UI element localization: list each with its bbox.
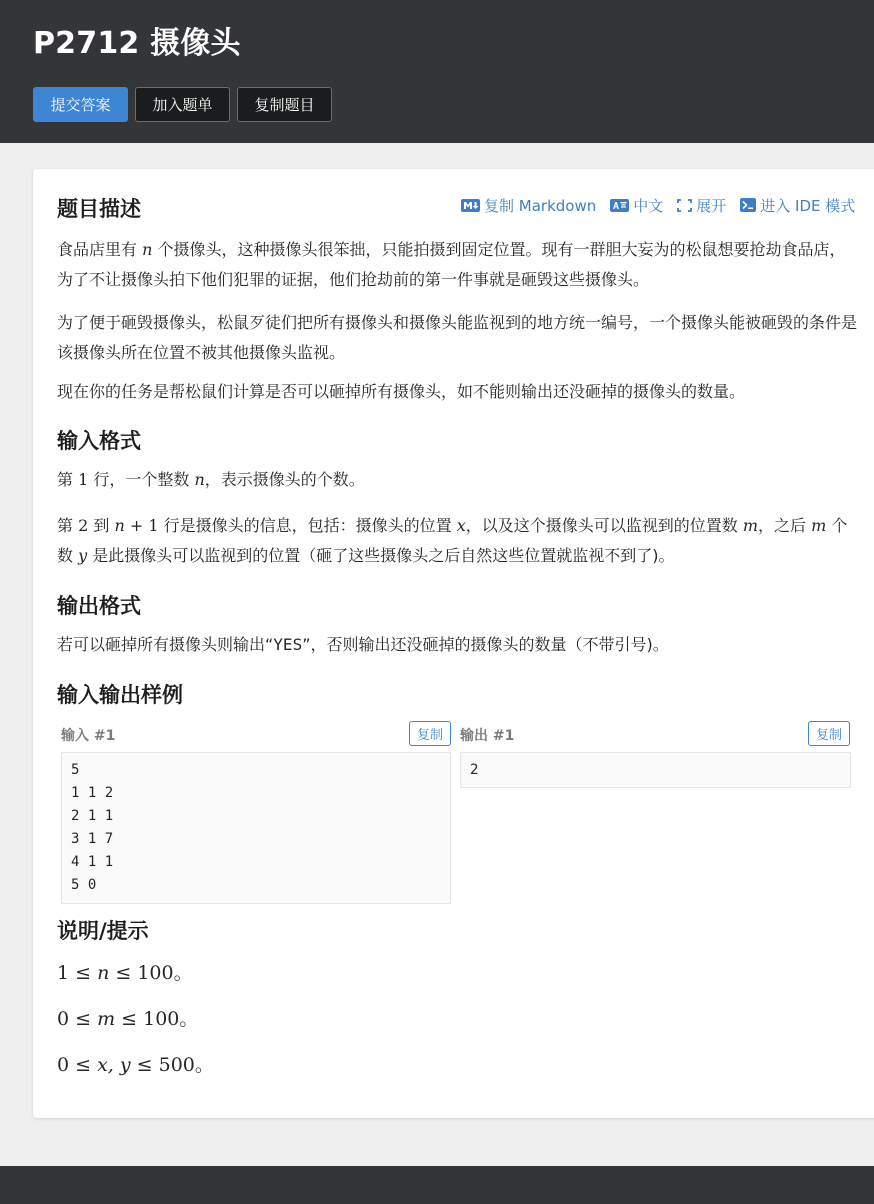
terminal-icon bbox=[740, 198, 756, 212]
sample-input-block: 5 1 1 2 2 1 1 3 1 7 4 1 1 5 0 bbox=[61, 752, 451, 904]
input-format-line-1: 第 1 行，一个整数 n，表示摄像头的个数。 bbox=[57, 470, 365, 489]
submit-answer-button[interactable]: 提交答案 bbox=[33, 87, 128, 122]
problem-toolbar bbox=[461, 194, 861, 216]
description-paragraph-3: 现在你的任务是帮松鼠们计算是否可以砸掉所有摄像头，如不能则输出还没砸掉的摄像头的数量。 bbox=[57, 382, 746, 401]
description-heading: 题目描述 bbox=[57, 197, 141, 221]
sample-input-label: 输入 #1 bbox=[61, 728, 116, 744]
markdown-icon bbox=[461, 199, 480, 212]
page-footer bbox=[0, 1166, 874, 1204]
problem-header bbox=[0, 0, 874, 143]
add-to-list-button[interactable]: 加入题单 bbox=[135, 87, 230, 122]
expand-icon bbox=[677, 199, 692, 212]
copy-output-button[interactable]: 复制 bbox=[808, 721, 850, 746]
copy-markdown-label: 复制 Markdown bbox=[484, 196, 597, 215]
samples-heading: 输入输出样例 bbox=[57, 683, 183, 707]
hint-xy-range: 0 ≤ x, y ≤ 500。 bbox=[57, 1054, 214, 1076]
hints-heading: 说明/提示 bbox=[57, 919, 149, 943]
ide-mode-label: 进入 IDE 模式 bbox=[760, 196, 856, 215]
sample-output-label: 输出 #1 bbox=[460, 728, 515, 744]
translate-icon bbox=[610, 199, 629, 212]
copy-input-button[interactable]: 复制 bbox=[409, 721, 451, 746]
language-label: 中文 bbox=[633, 196, 664, 215]
description-paragraph-1: 食品店里有 n 个摄像头，这种摄像头很笨拙，只能拍摄到固定位置。现有一群胆大妄为的松鼠想要抢劫食品店，为了不让摄像头拍下他们犯罪的证据，他们抢劫前的第一件事就是砸毁这些摄像头。 bbox=[57, 240, 846, 289]
var-n: n bbox=[142, 240, 153, 259]
output-format-heading: 输出格式 bbox=[57, 594, 141, 618]
input-format-heading: 输入格式 bbox=[57, 429, 141, 453]
copy-markdown-link[interactable] bbox=[461, 195, 596, 216]
copy-problem-button[interactable]: 复制题目 bbox=[237, 87, 332, 122]
language-switch[interactable] bbox=[610, 195, 663, 216]
input-format-line-2: 第 2 到 n + 1 行是摄像头的信息，包括：摄像头的位置 x，以及这个摄像头可以监视到的位置数 m，之后 m 个数 y 是此摄像头可以监视到的位置（砸了这些摄像头之后自然这些位置就监视不到了)。 bbox=[57, 516, 848, 565]
page-title: P2712 摄像头 bbox=[33, 26, 241, 61]
sample-output-block: 2 bbox=[460, 752, 851, 788]
problem-card bbox=[33, 169, 874, 1118]
expand-link[interactable] bbox=[677, 195, 726, 216]
ide-mode-link[interactable] bbox=[740, 195, 855, 216]
hint-n-range: 1 ≤ n ≤ 100。 bbox=[57, 962, 193, 984]
expand-label: 展开 bbox=[696, 196, 727, 215]
hint-m-range: 0 ≤ m ≤ 100。 bbox=[57, 1008, 199, 1030]
description-paragraph-2: 为了便于砸毁摄像头，松鼠歹徒们把所有摄像头和摄像头能监视到的地方统一编号，一个摄像头能被砸毁的条件是该摄像头所在位置不被其他摄像头监视。 bbox=[57, 313, 858, 362]
output-format-text: 若可以砸掉所有摄像头则输出“YES”，否则输出还没砸掉的摄像头的数量（不带引号)。 bbox=[57, 635, 669, 654]
